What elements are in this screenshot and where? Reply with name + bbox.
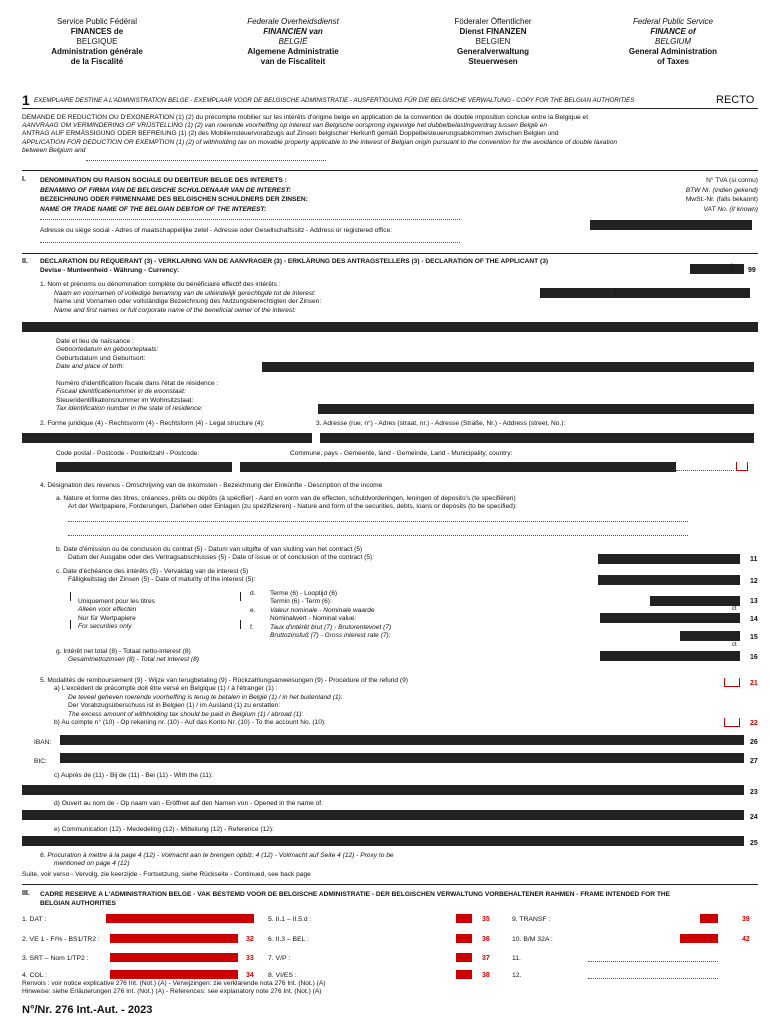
income-description-label: 4. Désignation des revenus - Omschrijving van de inkomsten - Bezeichnung der Einkünfte - Description of the income [40,482,383,489]
currency-field[interactable] [690,264,744,274]
income-nature-field-1[interactable] [68,521,688,522]
code-label: 14 [750,616,758,623]
account-holder-label: d) Ouvert au nom de - Op naam van - Eröffnet auf den Namen von - Opened in the name of: [54,800,323,807]
header-line: FINANCES de [70,27,124,36]
section2-title: DECLARATION DU REQUERANT (3) - VERKLARING VAN DE AANVRAGER (3) - ERKLÄRUNG DES ANTRAGSTELLERS (3) - DECLARATION OF THE APPLICANT (3) [40,258,549,265]
code-label: 12 [750,578,758,585]
bracket [70,620,71,629]
maturity-date-field[interactable] [598,575,740,585]
admin-code-label: 38 [482,972,490,979]
country-dots[interactable] [676,470,734,471]
bic-field[interactable] [60,753,744,763]
bracket [240,620,241,629]
label-line: De teveel geheven roerende voorheffing is terug te betalen in België (1) / in het buitenland (1): [68,693,343,701]
references-note [22,980,325,997]
admin-field-label: 8. VI/ES : [268,972,297,979]
label-line: b) Au compte n° (10) - Op rekening nr. (10) - Auf das Konto Nr. (10) - To the account No. (10): [54,719,326,727]
vat-number-field[interactable] [590,220,752,230]
net-interest-field[interactable] [600,651,740,661]
header-fr [12,17,182,67]
header-line: Administration générale [51,47,143,56]
header-line: van de Fiscaliteit [260,57,326,66]
header-line: BELGIQUE [76,37,118,46]
label-line: Steueridentifikationsnummer im Wohnsitzstaat: [56,396,194,404]
debtor-name-field[interactable] [40,219,460,220]
label-line: Naam en voornamen of volledige benaming van de uiteindelijk gerechtigde tot de interest: [54,289,316,297]
section1-line: BENAMING OF FIRMA VAN DE BELGISCHE SCHULDENAAR VAN DE INTEREST: [40,186,292,194]
code-label: 16 [750,654,758,661]
label-line: Art der Wertpapiere, Forderungen, Darlehen oder Einlagen (zu spezifizieren) - Nature and form of the securities, debts, loans or deposits (to be specified): [68,503,517,511]
bracket [240,592,241,601]
admin-code-label: 39 [742,916,750,923]
admin-code-box[interactable] [110,953,238,962]
code-label: 13 [750,598,758,605]
label-line: Alleen voor effecten [78,606,137,614]
header-en [588,17,758,67]
country-code-box[interactable] [736,462,748,471]
vat-label: VAT No. (if known) [703,205,758,213]
label-line: Bruttozinsfuß (7) - Gross interest rate (7): [270,632,391,640]
term-label [270,590,337,607]
label-line: Name and first names or full corporate name of the beneficial owner of the interest: [54,306,296,314]
tin-label [56,380,218,414]
term-field[interactable] [650,596,740,606]
securities-note [78,598,155,632]
admin-code-label: 36 [482,936,490,943]
account-box[interactable] [724,718,740,727]
admin-field-label: 5. II.1 – II.5.d : [268,916,312,923]
gross-rate-field[interactable] [680,631,740,641]
label-line: Termin (6) - Term (6): [270,598,332,606]
header-line: BELGIË [278,37,308,46]
admin-code-box[interactable] [110,970,238,979]
code-label: 21 [750,680,758,687]
section1-number: I. [22,176,26,183]
admin-code-label: 35 [482,916,490,923]
admin-code-box[interactable] [456,970,472,979]
header-line: Federal Public Service [632,17,714,26]
bank-field[interactable] [22,785,744,795]
admin-code-label: 32 [246,936,254,943]
label-line: Gesamtnettozinsen (8) - Total net interest (8) [68,656,199,664]
divider [22,884,758,885]
admin-field-label: 11. [512,955,521,962]
admin-code-box[interactable] [456,914,472,923]
cents-label: ct [732,642,737,648]
header-line: of Taxes [657,57,689,66]
commune-label: Commune, pays - Gemeente, land - Gemeinde, Land - Municipality, country: [290,450,513,457]
bracket [70,592,71,601]
code-label: 22 [750,720,758,727]
admin-free-field[interactable] [588,978,718,979]
admin-code-box[interactable] [680,934,718,943]
admin-field-label: 2. VE 1 - F/% - BS1/TR2 : [22,936,100,943]
box-marker: 1 [730,264,734,270]
label-line: Date and place of birth: [56,363,125,371]
postal-label: Code postal - Postcode - Postleitzahl - Postcode: [56,450,200,457]
legal-structure-label: 2. Forme juridique (4) - Rechtsvorm (4) - Rechtsform (4) - Legal structure (4): [40,420,265,427]
beneficiary-label [40,281,321,315]
vat-labels [686,176,758,214]
admin-code-box[interactable] [700,914,718,923]
header-line: de la Fiscalité [70,57,124,66]
label-line: Uniquement pour les titres [78,598,155,605]
item-letter: f. [250,624,254,631]
admin-field-label: 7. V/P : [268,955,291,962]
label-line: g. Intérêt net total (8) - Totaal netto-interest (8) [56,648,191,655]
header-de [408,17,578,67]
label-line: Der Vorabzugsüberschuss ist in Belgien (1) / im Ausland (1) zu erstatten: [68,702,281,710]
admin-field-label: 10. B/M 32A : [512,936,553,943]
recto-label: RECTO [716,94,755,106]
box-marker: 2 [614,290,618,296]
admin-code-box[interactable] [106,914,254,923]
header-line: Dienst FINANZEN [459,27,527,36]
label-line: 6. Procuration à mettre à la page 4 (12) - Volmacht aan te brengen opblz. 4 (12) - Vollmacht auf Seite 4 (12) - Proxy to be [40,852,394,859]
admin-code-label: 37 [482,955,490,962]
label-line: Numéro d'identification fiscale dans l'état de résidence : [56,380,219,387]
account-holder-field[interactable] [22,810,744,820]
vat-label: BTW Nr. (indien gekend) [685,186,758,194]
label-line: Fälligkeitstag der Zinsen (5) - Date of maturity of the interest (5): [68,576,256,584]
label-line: BELGIAN AUTHORITIES [40,900,116,907]
header-line: BELGIEN [475,37,511,46]
header-nl [208,17,378,67]
header-line: FINANCIEN van [263,27,323,36]
section2-number: II. [22,258,28,265]
label-line: 5. Modalités de remboursement (9) - Wijze van terugbetaling (9) - Rückzahlungsanweisungen (9) - Procedure of the refund (9) [40,677,408,684]
bank-label: c) Auprès de (11) - Bij de (11) - Bei (11) - With the (11): [54,772,213,779]
refund-label [40,677,408,727]
admin-field-label: 3. SRT – Nom 1/TP2 : [22,955,89,962]
header-line: Algemene Administratie [247,47,339,56]
code-label: 24 [750,814,758,821]
currency-label: Devise - Munteenheid - Währung - Currency: [40,267,180,274]
debtor-address-label: Adresse ou siège social - Adres of maatschappelijke zetel - Adresse oder Gesellschaftssitz - Address or registered office: [40,227,393,234]
postcode-field[interactable] [56,462,232,472]
continued-note: Suite, voir verso - Vervolg, zie keerzijde - Fortsetzung, siehe Rückseite - Continued, see back page [22,871,311,878]
code-label: 25 [750,840,758,847]
vat-label: N° TVA (si connu) [706,177,758,184]
header-line: Föderaler Öffentlicher [454,17,532,26]
beneficiary-code-field[interactable] [540,288,750,298]
header-line: Generalverwaltung [456,47,530,56]
reference-label: e) Communication (12) - Mededeling (12) - Mitteilung (12) - Reference (12): [54,826,274,833]
code-label: 99 [748,267,756,274]
proxy-label [40,852,394,869]
admin-code-label: 31 [246,916,254,923]
debtor-address-field[interactable] [40,242,460,243]
label-line: a. Nature et forme des titres, créances, prêts ou dépôts (à spécifier) - Aard en vorm van de effecten, schuldvorderingen, leningen of deposito's (te specifiëren) [56,495,516,502]
admin-field-label: 9. TRANSF : [512,916,551,923]
admin-field-label: 6. II.3 – BEL : [268,936,309,943]
legal-structure-field[interactable] [22,433,312,443]
issue-date-label [56,546,374,563]
item-letter: e. [250,607,256,614]
intro-en: APPLICATION FOR DEDUCTION OR EXEMPTION (1) (2) of withholding tax on movable property applicable to the interest of Belgian origin pursuant to the convention for the avoidance of double taxation [22,138,618,146]
header-line: Federale Overheidsdienst [247,17,339,26]
header-line: FINANCE of [650,27,696,36]
section1-line: DENOMINATION OU RAISON SOCIALE DU DEBITEUR BELGE DES INTERETS : [40,177,287,184]
issue-date-field[interactable] [598,554,740,564]
label-line: a) L'excédent de précompte doit être versé en Belgique (1) / à l'étranger (1) : [54,685,278,693]
label-line: Date et lieu de naissance : [56,338,134,345]
section1-line: NAME OR TRADE NAME OF THE BELGIAN DEBTOR OF THE INTEREST: [40,205,267,213]
label-line: c. Date d'échéance des intérêts (5) - Vervaldag van de interest (5) [56,568,249,575]
municipality-field[interactable] [240,462,676,472]
header-line: Service Public Fédéral [56,17,138,26]
label-line: Fiscaal identificatienummer in de woonstaat: [56,388,186,396]
header-line: General Administration [628,47,718,56]
gross-rate-label [270,624,391,641]
admin-field-label: 4. COL : [22,972,48,979]
code-label: 15 [750,634,758,641]
bic-label: BIC: [34,758,47,765]
header-line: Steuerwesen [468,57,518,66]
section3-title [40,890,670,908]
label-line: Name und Vornamen oder vollständige Bezeichnung des Nutzungsberechtigten der Zinsen: [54,298,322,306]
label-line: b. Date d'émission ou de conclusion du contrat (5) - Datum van uitgifte of van sluiting van het contract (5) [56,546,363,553]
intro-block [22,114,762,155]
header-line: BELGIUM [654,37,691,46]
admin-code-box[interactable] [456,953,472,962]
income-nature-label [56,495,517,512]
section3-number: III. [22,890,30,897]
birth-field[interactable] [262,362,754,372]
copy-destination: EXEMPLAIRE DESTINE A L'ADMINISTRATION BELGE - EXEMPLAAR VOOR DE BELGISCHE ADMINISTRATIE - AUSFERTIGUNG FÜR DIE BELGISCHE VERWALTUNG - COPY FOR THE BELGIAN AUTHORITIES [34,97,635,104]
intro-en-2: between Belgium and [22,146,86,154]
vat-label: MwSt.-Nr. (falls bekannt) [685,196,758,203]
label-line: The excess amount of withholding tax should be paid in Belgium (1) / abroad (1): [68,710,304,718]
label-line: mentioned on page 4 (12) [54,860,130,868]
refund-location-box[interactable] [724,678,740,687]
nominal-value-field[interactable] [600,613,740,623]
section1-line: BEZEICHNUNG ODER FIRMENNAME DES BELGISCHEN SCHULDNERS DER ZINSEN: [40,196,308,203]
reference-field[interactable] [22,836,744,846]
admin-code-box[interactable] [456,934,472,943]
label-line: Geboortedatum en geboorteplaats: [56,346,159,354]
intro-de: ANTRAG AUF ERMÄSSIGUNG ODER BEFREIUNG (1) (2) des Mobiliensteuervorabzugs auf Zinsen belgischer Herkunft gemäß Doppelbesteuerungsabkommen zwischen Belgien und [22,130,559,138]
label-line: Nominalwert - Nominal value: [270,615,357,623]
beneficiary-name-field[interactable] [22,322,758,332]
label-line: 1. Nom et prénoms ou dénomination complète du bénéficiaire effectif des intérêts : [40,281,281,288]
label-line: Taux d'intérêt brut (7) - Brutorentevoet (7) [270,624,392,631]
copy-number: 1 [22,92,30,108]
iban-field[interactable] [60,735,744,745]
code-label: 26 [750,739,758,746]
country-field[interactable] [86,160,326,161]
label-line: Geburtsdatum und Geburtsort: [56,354,146,362]
label-line: For securities only [78,623,132,631]
label-line: Terme (6) - Looptijd (6) [270,590,338,597]
label-line: CADRE RESERVE A L'ADMINISTRATION BELGE - VAK BESTEMD VOOR DE BELGISCHE ADMINISTRATIE - DER BELGISCHEN VERWALTUNG VORBEHALTENER RAHMEN - FRAME INTENDED FOR THE [40,891,671,898]
code-label: 27 [750,758,758,765]
divider [22,108,758,109]
tin-field[interactable] [318,404,754,414]
admin-code-label: 33 [246,955,254,962]
code-label: 11 [750,556,758,563]
label-line: Tax identification number in the state of residence: [56,405,203,413]
admin-free-field[interactable] [588,961,718,962]
divider [22,170,758,171]
section1-title [40,176,308,214]
admin-code-box[interactable] [110,934,238,943]
admin-code-label: 34 [246,972,254,979]
code-label: 23 [750,789,758,796]
form-number: N°/Nr. 276 Int.-Aut. - 2023 [22,1004,153,1016]
address-field[interactable] [320,433,754,443]
address-label: 3. Adresse (rue, n°) - Adres (straat, nr.) - Adresse (Straße, Nr.) - Address (street, No.): [316,420,566,427]
nominal-value-label [270,607,375,624]
label-line: Renvois : voir notice explicative 276 Int. (Not.) (A) - Verwijzingen: zie verklarende nota 276 Int. (Not.) (A) [22,980,326,987]
iban-label: IBAN: [34,739,52,746]
income-nature-field-2[interactable] [68,535,688,536]
label-line: Valeur nominale - Nominale waarde [270,607,375,614]
maturity-date-label [56,568,255,585]
cents-label: ct [732,606,737,612]
item-letter: d. [250,590,256,597]
net-interest-label [56,648,199,665]
label-line: Hinweise: siehe Erläuterungen 276 Int. (Not.) (A) - References: see explanatory note 276 Int. (Not.) (A) [22,988,322,996]
label-line: Datum der Ausgabe oder des Vertragsabschlusses (5) - Date of issue or of conclusion of the contract (5): [68,554,375,562]
intro-nl: AANVRAAG OM VERMINDERING OF VRIJSTELLING (1) (2) van roerende voorheffing op interest van Belgische oorsprong ingevolge het dubbelbelastingverdrag tussen België en [22,122,548,130]
divider [22,253,758,254]
label-line: Nur für Wertpapiere [78,614,136,622]
birth-label [56,338,158,372]
admin-field-label: 1. DAT : [22,916,47,923]
intro-fr: DEMANDE DE REDUCTION OU D'EXONERATION (1) (2) du précompte mobilier sur les intérêts d'origine belge en application de la convention de double imposition conclue entre la Belgique et [22,114,589,121]
admin-field-label: 12. [512,972,522,979]
admin-code-label: 42 [742,936,750,943]
